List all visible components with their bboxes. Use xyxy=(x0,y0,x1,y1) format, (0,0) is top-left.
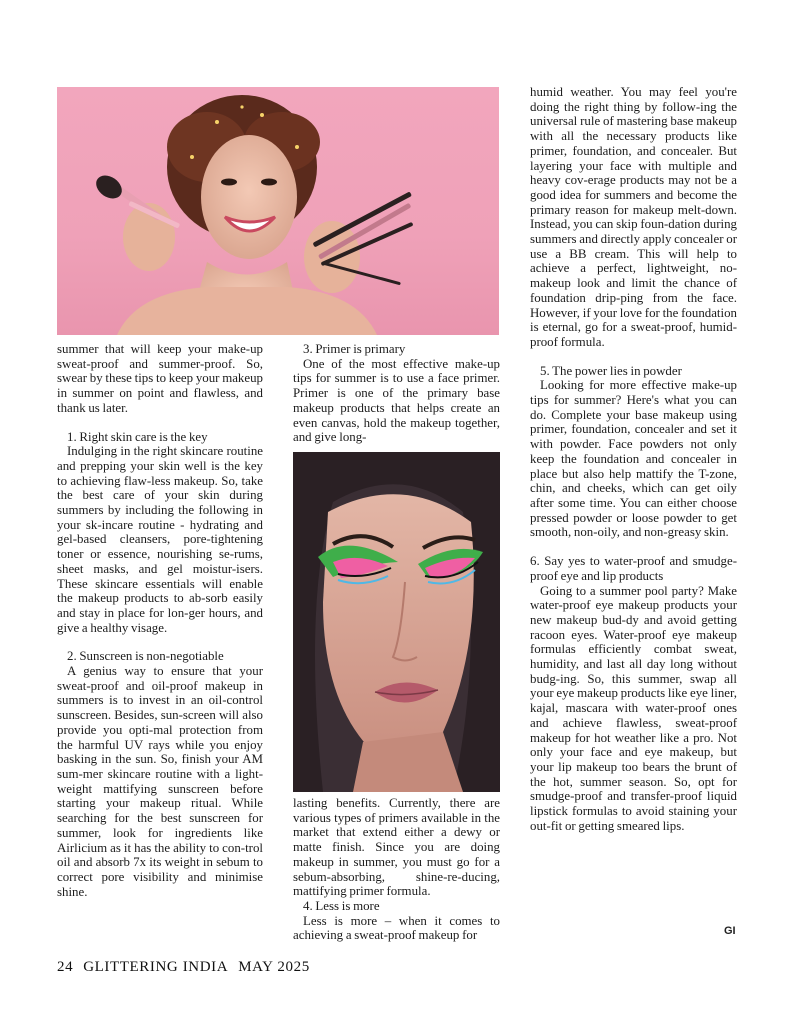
tip-2-body: A genius way to ensure that your sweat-proof and oil-proof makeup in summers is to invest in an oil-control sunscreen. Besides, sun-screen will also provide you opti-mal protection from the harmful UV rays while you enjoy basking in the sun. So, finish your AM sum-mer skincare routine with a light-weight mattifying sunscreen before starting your makeup ritual. While searching for the best sunscreen for summer, look for ingredients like Airlicium as it has the ability to con-trol oil and absorb 7x its weight in sebum to correct pore visibility and minimise shine. xyxy=(57,664,263,899)
tip-4-body: Less is more – when it comes to achieving a sweat-proof makeup for xyxy=(293,913,500,943)
magazine-name: GLITTERING INDIA xyxy=(83,959,229,975)
tip-5-body: Looking for more effective make-up tips for summer? Here's what you can do. Complete your base makeup using primer, foundation, concealer and set it with powder. Face powders not only keep the foundation and concealer in place but also help mattify the T-zone, chin, and cheeks, which can get oily after some time. You can either choose pressed powder or loose powder to get smooth, non-oily, and non-greasy skin. xyxy=(530,378,737,540)
tip-4-continued: humid weather. You may feel you're doing the right thing by follow-ing the universal rule of mastering base makeup with all the necessary products like primer, foundation, and concealer. But layering your face with multiple and heavy cov-erage products may not be a good idea for summers and become the primary reason for makeup melt-down. Instead, you can skip foun-dation during summers and directly apply concealer or use a BB cream. This will help to achieve a perfect, lightweight, no-makeup look and limit the chance of foundation drip-ping from the face. However, if your love for the foundation is eternal, go for a sweat-proof, humid-proof formula. xyxy=(530,85,737,349)
tip-1-body: Indulging in the right skincare routine and prepping your skin well is the key to achieving flaw-less makeup. So, take the best care of your skin during summers by including the following in your sk-incare routine - hydrating and gel-based cleansers, pore-tightening toner or essence, nourishing se-rums, sheet masks, and gel moistur-isers. These skincare essentials will enable the makeup products to ab-sorb easily and stay in place for lon-ger hours, and give a healthy visage. xyxy=(57,444,263,635)
article-column-2-top xyxy=(293,342,500,445)
hero-photo-makeup-brushes xyxy=(57,87,499,335)
tip-1-heading: 1. Right skin care is the key xyxy=(67,429,208,444)
tip-3-body-start: One of the most effective make-up tips for summer is to use a face primer. Primer is one of the primary base makeup products that helps create an even canvas, hold the makeup together, and give long- xyxy=(293,356,500,445)
end-mark: GI xyxy=(724,925,736,937)
tip-3-body-end: lasting benefits. Currently, there are various types of primers available in the market that extend either a dewy or matte finish. Since you are doing makeup in summer, you must go for a sebum-absorbing, shine-re-ducing, mattifying primer formula. xyxy=(293,796,500,899)
tip-6-body: Going to a summer pool party? Make water-proof eye makeup products your new makeup bud-dy and avoid getting racoon eyes. Water-proof eye makeup formulas efficiently combat sweat, humidity, and last all day long without budg-ing. So, this summer, swap all your eye makeup products like eye liner, kajal, mascara with water-proof ones and achieve flawless, sweat-proof makeup for hot weather like a pro. Not only your face and eye makeup, but your lip makeup too bears the brunt of the hot, summer season. So, opt for smudge-proof and transfer-proof liquid lipstick formulas to avoid staining your out-fit or getting smeared lips. xyxy=(530,583,737,833)
tip-5-heading: 5. The power lies in powder xyxy=(540,363,682,378)
tip-4-heading: 4. Less is more xyxy=(303,898,380,913)
page-number: 24 xyxy=(57,959,74,975)
issue-date: MAY 2025 xyxy=(238,959,310,975)
article-column-2-bottom xyxy=(293,796,500,943)
intro-paragraph: summer that will keep your make-up sweat-proof and summer-proof. So, swear by these tips to keep your makeup in summer on point and flawless, and thank us later. xyxy=(57,342,263,415)
page-footer xyxy=(57,959,320,976)
tip-6-heading: 6. Say yes to water-proof and smudge-proof eye and lip products xyxy=(530,554,737,583)
tip-2-heading: 2. Sunscreen is non-negotiable xyxy=(67,649,224,664)
article-column-3 xyxy=(530,85,737,833)
tip-3-heading: 3. Primer is primary xyxy=(303,342,406,356)
article-column-1 xyxy=(57,342,263,899)
photo-graphic-eyeliner-look xyxy=(293,452,500,792)
